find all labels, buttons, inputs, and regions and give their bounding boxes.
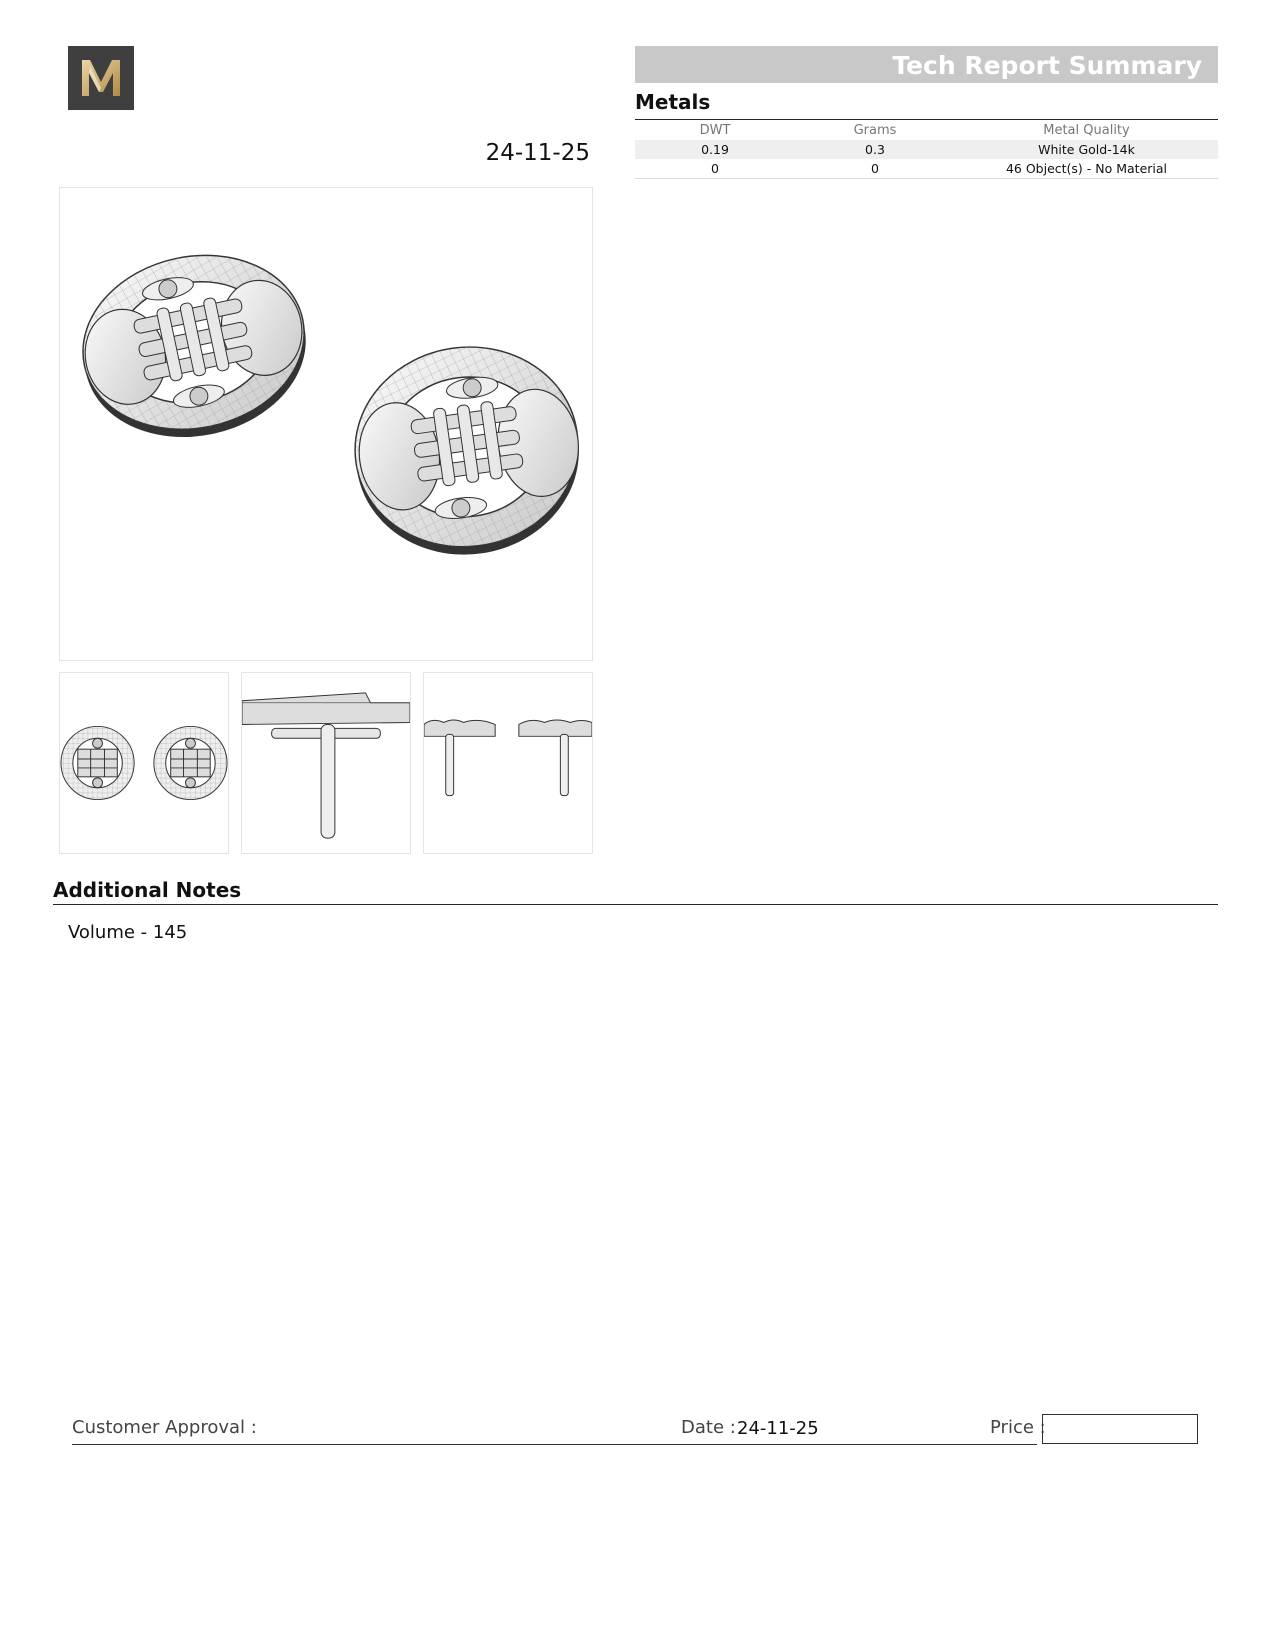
- report-date: 24-11-25: [485, 140, 590, 166]
- customer-approval-label: Customer Approval :: [72, 1417, 257, 1438]
- metals-divider: [635, 119, 1218, 120]
- logo-m-icon: [68, 46, 134, 110]
- cell-dwt: 0: [635, 159, 795, 179]
- notes-text: Volume - 145: [68, 922, 188, 943]
- price-field[interactable]: [1042, 1414, 1198, 1444]
- metals-table: [635, 121, 1218, 179]
- notes-divider: [53, 904, 1218, 905]
- price-label: Price :: [990, 1417, 1046, 1438]
- cell-grams: 0: [795, 159, 955, 179]
- thumbnail-top-view: [59, 672, 229, 854]
- cell-grams: 0.3: [795, 140, 955, 159]
- approval-signature-line[interactable]: [72, 1444, 1037, 1445]
- thumbnail-front-view: [423, 672, 593, 854]
- metals-heading: Metals: [635, 90, 711, 114]
- table-header-row: [635, 121, 1218, 140]
- table-row: [635, 140, 1218, 159]
- column-header-dwt: DWT: [699, 123, 731, 138]
- column-header-grams: Grams: [853, 123, 897, 138]
- table-row: [635, 159, 1218, 179]
- earring-pair-render: [60, 188, 592, 660]
- report-title-banner: Tech Report Summary: [635, 46, 1218, 83]
- main-render-view: [59, 187, 593, 661]
- cell-metal-quality: White Gold-14k: [955, 140, 1218, 159]
- approval-date-value: 24-11-25: [737, 1418, 819, 1439]
- company-logo: [68, 46, 134, 110]
- column-header-metal-quality: Metal Quality: [1043, 123, 1130, 138]
- cell-dwt: 0.19: [635, 140, 795, 159]
- thumbnail-side-view: [241, 672, 411, 854]
- cell-metal-quality: 46 Object(s) - No Material: [955, 159, 1218, 179]
- approval-date-label: Date :: [681, 1417, 736, 1438]
- additional-notes-heading: Additional Notes: [53, 878, 242, 902]
